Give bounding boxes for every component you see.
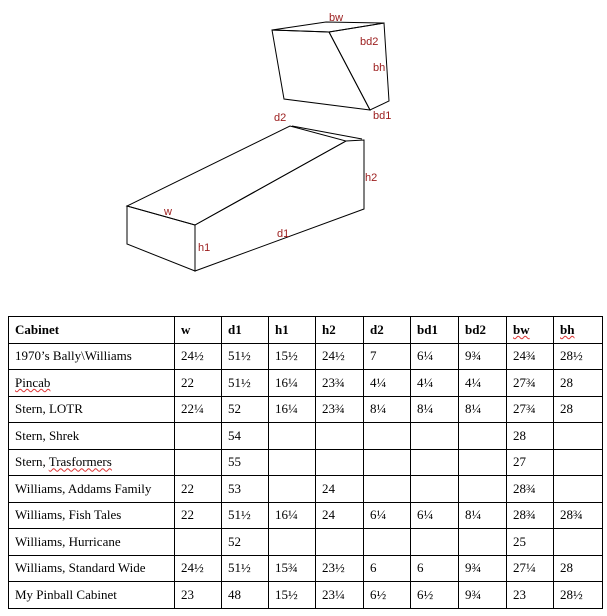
dimension-cell-d2 (364, 423, 411, 450)
dimension-cell-bh (554, 423, 603, 450)
cabinet-name-cell (9, 582, 175, 609)
table-row (9, 502, 603, 529)
dimension-cell-w: 24½ (175, 555, 222, 582)
cabinet-name-cell (9, 370, 175, 397)
cabinet-name-cell (9, 423, 175, 450)
cabinet-name-cell (9, 449, 175, 476)
dimension-cell-d2: 4¼ (364, 370, 411, 397)
header-bw: bw (507, 317, 554, 344)
table-row (9, 529, 603, 556)
dimension-cell-bw: 28¾ (507, 476, 554, 503)
dimension-cell-h1: 16¼ (269, 502, 316, 529)
dimension-cell-d2: 6¼ (364, 502, 411, 529)
dimension-cell-w: 22 (175, 502, 222, 529)
dimension-cell-bd2: 4¼ (459, 370, 507, 397)
cabinet-outline (127, 126, 364, 271)
dimension-cell-h2: 24½ (316, 343, 364, 370)
dimension-cell-d2 (364, 449, 411, 476)
dimension-cell-w: 24½ (175, 343, 222, 370)
dimension-cell-bd2: 9¾ (459, 555, 507, 582)
dimension-cell-h2: 23¾ (316, 396, 364, 423)
dimension-cell-bh: 28½ (554, 582, 603, 609)
cabinet-name-cell (9, 555, 175, 582)
cabinet-name: Williams, Fish Tales (15, 507, 122, 523)
dimension-cell-bh: 28 (554, 396, 603, 423)
dimension-cell-bd1: 4¼ (411, 370, 459, 397)
label-h2: h2 (365, 172, 378, 184)
dimension-cell-d1: 54 (222, 423, 269, 450)
dimension-cell-w (175, 529, 222, 556)
label-bw: bw (329, 12, 344, 24)
dimension-cell-bw: 25 (507, 529, 554, 556)
dimension-cell-w: 22¼ (175, 396, 222, 423)
header-w: w (175, 317, 222, 344)
dimension-cell-bd2 (459, 423, 507, 450)
dimension-cell-h1: 16¼ (269, 396, 316, 423)
header-h1: h1 (269, 317, 316, 344)
cabinet-name: Pincab (15, 374, 51, 390)
dimension-cell-d1: 48 (222, 582, 269, 609)
cabinet-name-cell (9, 343, 175, 370)
dimension-cell-h2: 24 (316, 502, 364, 529)
dimension-cell-bd2: 9¾ (459, 343, 507, 370)
table-row (9, 555, 603, 582)
dimension-cell-w (175, 449, 222, 476)
cabinet-dimensions-table (8, 316, 603, 609)
dimension-cell-h2 (316, 529, 364, 556)
dimension-cell-h1 (269, 476, 316, 503)
dimension-cell-bh: 28¾ (554, 502, 603, 529)
cabinet-diagram (0, 0, 607, 290)
cabinet-name-cell (9, 476, 175, 503)
dimension-cell-bd2 (459, 529, 507, 556)
dimension-cell-d1: 52 (222, 529, 269, 556)
table-body (9, 343, 603, 608)
dimension-cell-bd1: 6½ (411, 582, 459, 609)
dimension-cell-bd1: 6¼ (411, 502, 459, 529)
dimension-cell-bd1: 6¼ (411, 343, 459, 370)
dimension-cell-h1: 15¾ (269, 555, 316, 582)
table-row (9, 396, 603, 423)
dimension-cell-h2: 23½ (316, 555, 364, 582)
label-h1: h1 (198, 242, 211, 254)
dimension-cell-bd1 (411, 476, 459, 503)
dimension-cell-d1: 53 (222, 476, 269, 503)
dimension-cell-bw: 27 (507, 449, 554, 476)
dimension-cell-w: 23 (175, 582, 222, 609)
dimension-cell-bd2 (459, 449, 507, 476)
dimension-cell-d2: 8¼ (364, 396, 411, 423)
header-d1: d1 (222, 317, 269, 344)
cabinet-name: Williams, Hurricane (15, 533, 121, 549)
dimension-cell-bh: 28 (554, 370, 603, 397)
dimension-cell-bw: 23 (507, 582, 554, 609)
dimension-cell-h2: 23¾ (316, 370, 364, 397)
dimension-cell-d1: 51½ (222, 502, 269, 529)
dimension-cell-bd2: 9¾ (459, 582, 507, 609)
dimension-cell-bw: 27¾ (507, 396, 554, 423)
dimension-cell-w: 22 (175, 476, 222, 503)
label-d1: d1 (277, 228, 290, 240)
dimension-cell-bw: 27¼ (507, 555, 554, 582)
dimension-cell-bd1: 6 (411, 555, 459, 582)
header-bd2: bd2 (459, 317, 507, 344)
dimension-cell-d2 (364, 476, 411, 503)
dimension-cell-d1: 52 (222, 396, 269, 423)
label-w: w (164, 206, 172, 218)
table-row (9, 370, 603, 397)
label-d2: d2 (274, 112, 287, 124)
cabinet-name: Williams, Addams Family (15, 480, 152, 496)
dimension-cell-d2 (364, 529, 411, 556)
cabinet-name: My Pinball Cabinet (15, 586, 117, 602)
table-row (9, 343, 603, 370)
dimension-cell-bd1 (411, 423, 459, 450)
dimension-cell-bw: 27¾ (507, 370, 554, 397)
table-row (9, 423, 603, 450)
header-bh: bh (554, 317, 603, 344)
dimension-cell-h2 (316, 449, 364, 476)
dimension-cell-h2: 23¼ (316, 582, 364, 609)
dimension-cell-h1: 16¼ (269, 370, 316, 397)
dimension-cell-w (175, 423, 222, 450)
header-d2: d2 (364, 317, 411, 344)
label-bh: bh (373, 62, 386, 74)
dimension-cell-h1 (269, 449, 316, 476)
header-h2: h2 (316, 317, 364, 344)
cabinet-name: Stern, Shrek (15, 427, 80, 443)
dimension-cell-d1: 51½ (222, 343, 269, 370)
dimension-cell-bh (554, 449, 603, 476)
cabinet-name-cell (9, 502, 175, 529)
dimension-cell-bd2: 8¼ (459, 396, 507, 423)
dimension-cell-bw: 28 (507, 423, 554, 450)
table-row (9, 582, 603, 609)
dimension-cell-bd1 (411, 449, 459, 476)
dimension-cell-d2: 6 (364, 555, 411, 582)
dimension-cell-h2 (316, 423, 364, 450)
dimension-cell-bd2 (459, 476, 507, 503)
cabinet-name: 1970’s Bally\Williams (15, 348, 132, 364)
dimension-cell-h1 (269, 423, 316, 450)
dimension-cell-bd2: 8¼ (459, 502, 507, 529)
label-bd2: bd2 (360, 36, 379, 48)
dimension-cell-d1: 51½ (222, 370, 269, 397)
dimension-cell-h2: 24 (316, 476, 364, 503)
table-header-row (9, 317, 603, 344)
dimension-cell-bh: 28 (554, 555, 603, 582)
label-bd1: bd1 (373, 110, 392, 122)
cabinet-name: Stern, Trasformers (15, 454, 112, 470)
dimension-cell-h1 (269, 529, 316, 556)
cabinet-name: Stern, LOTR (15, 401, 83, 417)
table-row (9, 476, 603, 503)
dimension-cell-d2: 7 (364, 343, 411, 370)
table-row (9, 449, 603, 476)
dimension-cell-bd1 (411, 529, 459, 556)
dimension-cell-d1: 51½ (222, 555, 269, 582)
dimension-cell-d1: 55 (222, 449, 269, 476)
dimension-cell-d2: 6½ (364, 582, 411, 609)
dimension-cell-bw: 24¾ (507, 343, 554, 370)
dimension-cell-h1: 15½ (269, 343, 316, 370)
header-cabinet: Cabinet (9, 317, 175, 344)
dimension-cell-bw: 28¾ (507, 502, 554, 529)
dimension-cell-bd1: 8¼ (411, 396, 459, 423)
dimension-cell-bh (554, 529, 603, 556)
header-bd1: bd1 (411, 317, 459, 344)
dimension-cell-w: 22 (175, 370, 222, 397)
dimension-cell-bh: 28½ (554, 343, 603, 370)
cabinet-name-cell (9, 529, 175, 556)
dimension-cell-h1: 15½ (269, 582, 316, 609)
cabinet-name-cell (9, 396, 175, 423)
dimension-cell-bh (554, 476, 603, 503)
cabinet-name: Williams, Standard Wide (15, 560, 146, 576)
